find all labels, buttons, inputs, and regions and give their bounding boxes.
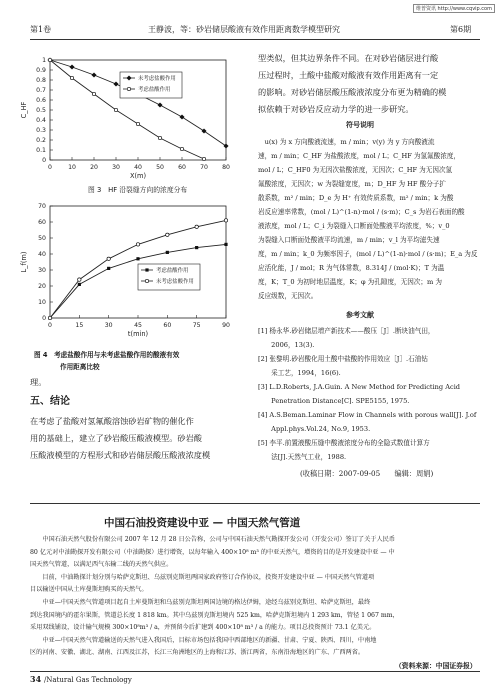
symbol-line: u(x) 为 x 方向酸液流速，m / min；v(y) 为 y 方向酸液流: [258, 138, 435, 146]
x-tick-label: 30: [104, 322, 113, 329]
symbol-line: 岩反应速率常数，(mol / L)^(1-n)·mol / (s·m)；C_s 为岩石表面的酸: [258, 208, 465, 216]
conclusion-line: 用的基础上，建立了砂岩酸压酸液模型。砂岩酸: [30, 433, 202, 443]
x-tick-label: 60: [163, 322, 172, 329]
para-line: 的影响。对砂岩储层酸压酸液浓度分布更为精确的模: [258, 87, 447, 97]
data-point: [69, 64, 74, 69]
footer-rule: [30, 671, 480, 672]
data-point: [224, 243, 227, 246]
data-point: [78, 278, 81, 281]
x-tick-label: 0: [48, 164, 52, 171]
symbol-line: mol / L；C_HF0 为无因次盐酸浓度，无因次；C_HF 为无因次氢: [258, 166, 453, 174]
received-date: (收稿日期：2007-09-05 编辑：周娟): [300, 469, 434, 478]
news-line: 采用双线铺设，设计输气规模 300×10⁸m³ / a，并预留今后扩建到 400×10⁸ m³ / a 的能力。项目总投资预计 73.1 亿美元。: [30, 624, 376, 632]
news-line: 目以输送中国从土库曼斯坦购买的天然气。: [30, 586, 148, 594]
para-line: 压过程时，土酸中盐酸对酸液有效作用距离有一定: [258, 70, 439, 80]
y-tick-label: 0.6: [36, 97, 46, 105]
data-point: [224, 219, 227, 222]
data-point: [223, 143, 228, 148]
data-point: [136, 257, 139, 260]
symbol-line: 反应级数，无因次。: [258, 292, 318, 300]
news-line: 目前，中油勘探计划分别与哈萨克斯坦、乌兹别克斯坦两国家政府签订合作协议，投资开发建设中亚 — 中国天然气管道项: [30, 573, 375, 581]
symbol-line: 为裂缝入口断面处酸液平均流速，m / min；v_l 为平均滤失速: [258, 236, 440, 244]
y-tick-label: 0.1: [36, 147, 46, 155]
legend-marker: [145, 268, 148, 271]
footer: [30, 674, 132, 684]
section-rule: [30, 503, 480, 504]
reference-line: [4] A.S.Beman.Laminar Flow in Channels with porous wall[J]. J.of: [258, 411, 477, 419]
reference-line: [3] L.D.Roberts, J.A.Guin. A New Method for Predicting Acid: [258, 383, 461, 391]
journal-name: /Natural Gas Technology: [43, 676, 132, 684]
fig4-caption-line1: 图 4 考虑盐酸作用与未考虑盐酸作用的酸液有效: [34, 351, 180, 359]
fig4-chart: [8, 198, 232, 344]
legend-marker: [127, 87, 130, 90]
y-tick-label: 10: [38, 299, 46, 307]
para-line: 拟依赖于对砂岩反应动力学的进一步研究。: [258, 104, 414, 114]
header-rule: [30, 39, 480, 40]
conclusion-line: 压酸液模型的方程形式和砂岩储层酸压酸液浓度模: [30, 450, 211, 460]
symbol-line: 速，m / min；C_HF 为盐酸浓度，mol / L；C_HF 为氢氟酸浓度，: [258, 152, 461, 160]
x-axis-label: t(min): [127, 330, 149, 338]
reference-line: 2006，13(3).: [258, 341, 315, 349]
plot-frame: [50, 206, 226, 318]
y-tick-label: 20: [38, 283, 46, 291]
legend-label: 考虑盐酸作用: [138, 87, 171, 93]
reference-line: [2] 张黎明.砂岩酸化用土酸中盐酸的作用效应［J］.石油钻: [258, 355, 428, 363]
data-point: [166, 233, 169, 236]
news-line: 中国石油天然气股份有限公司 2007 年 12 月 28 日公告称，公司与中国石油天然气勘探开发公司（开发公司）签订了关于人民币: [30, 536, 396, 543]
data-point: [136, 243, 139, 246]
x-tick-label: 30: [112, 164, 120, 171]
data-point: [157, 102, 162, 107]
data-point: [158, 136, 161, 139]
references-list: [258, 324, 486, 464]
data-point: [48, 58, 51, 61]
news-line: 中亚—中国天然气管道项目起自土库曼斯坦和乌兹别克斯坦两国边境的格达伊姆，途经乌兹别克斯坦、哈萨克斯坦，最终: [30, 598, 371, 606]
y-tick-label: 60: [38, 219, 46, 227]
data-point: [107, 267, 110, 270]
watermark: 维普资讯 http://www.cqvip.com: [413, 4, 495, 13]
data-point: [91, 72, 96, 77]
fig3-chart: [8, 48, 232, 184]
x-tick-label: 40: [134, 164, 142, 171]
y-tick-label: 0.8: [36, 77, 46, 85]
news-source: （资料来源：中国证券报）: [395, 662, 477, 670]
x-tick-label: 15: [75, 322, 84, 329]
data-point: [70, 76, 73, 79]
symbol-line: 氟酸浓度，无因次；w 为裂缝宽度，m；D_HF 为 HF 酸分子扩: [258, 180, 446, 188]
references-heading: 参考文献: [346, 311, 374, 319]
symbols-heading: 符号说明: [346, 121, 374, 129]
legend-marker: [145, 279, 148, 282]
y-tick-label: 1: [42, 57, 46, 65]
x-tick-label: 0: [48, 322, 52, 329]
data-point: [180, 147, 183, 150]
y-tick-label: 0: [42, 315, 46, 323]
news-line: 80 亿元对中油勘探开发有限公司（中油勘探）进行增资，以每年输入 400×10⁸ m³ 的中亚天然气，增资的目的是开发建设中亚 — 中: [30, 548, 395, 556]
news-line: 区的河南、安徽、湖北、湖南、江西及江苏，长江三角洲地区的上海和江苏、浙江两省，东南沿海地区的广东、广西两省。: [30, 649, 365, 657]
y-tick-label: 0: [42, 157, 46, 165]
data-point: [179, 114, 184, 119]
page-number: 34: [30, 674, 42, 684]
x-tick-label: 75: [192, 322, 201, 329]
reference-line: Penetration Distance[C]. SPE5155, 1975.: [258, 397, 410, 405]
symbol-line: 度，K；T_0 为初时地层温度，K；φ 为孔隙度，无因次；m 为: [258, 278, 442, 286]
x-tick-label: 80: [222, 164, 230, 171]
y-tick-label: 50: [38, 235, 46, 243]
right-paragraph: [258, 50, 483, 118]
symbol-line: 散系数，m² / min；D_e 为 H⁺ 有效传质系数，m² / min；k 为酸: [258, 194, 454, 202]
conclusion-line: 在考虑了盐酸对氢氟酸溶蚀砂岩矿物的催化作: [30, 416, 194, 426]
data-point: [48, 316, 51, 319]
reference-line: [1] 杨永华.砂岩储层增产新技术——酸压［J］.断块油气田，: [258, 327, 435, 335]
data-point: [195, 246, 198, 249]
reference-line: [5] 李平.前置液酸压缝中酸液浓度分布的全隐式数值计算方: [258, 439, 430, 447]
y-tick-label: 0.9: [36, 67, 46, 75]
symbol-line: 度，m / min；k_0 为频率因子，(mol / L)^(1-n)·mol / (s·m)；E_a 为反: [258, 250, 478, 258]
legend-label: 未考虑盐酸作用: [138, 76, 176, 82]
reference-line: Appl.phys.Vol.24, No.9, 1953.: [258, 425, 371, 433]
x-tick-label: 60: [178, 164, 186, 171]
news-line: 中亚—中国天然气管道输送的天然气进入我国后，目标市场包括我国中西部地区的新疆、甘肃、宁夏、陕西、四川，中南地: [30, 636, 377, 644]
reference-line: 采工艺，1994，16(6).: [258, 369, 341, 377]
y-tick-label: 0.4: [36, 117, 46, 125]
data-point: [113, 81, 118, 86]
data-point: [136, 122, 139, 125]
x-tick-label: 70: [200, 164, 208, 171]
para-line: 型类似，但其边界条件不同。在对砂岩储层进行酸: [258, 53, 439, 63]
symbols-list: [258, 135, 486, 303]
volume-label: 第1卷: [30, 25, 52, 34]
running-title: 王静波，等：砂岩储层酸液有效作用距离数学模型研究: [148, 25, 340, 34]
symbol-line: 应活化能，J / mol；R 为气体常数，8.314J / (mol·K)；T 为温: [258, 264, 445, 272]
news-title: 中国石油投资建设中亚 — 中国天然气管道: [104, 517, 301, 529]
symbol-line: 液浓度，mol / L；C_i 为裂缝入口断面处酸液平均浓度，%；v_0: [258, 222, 450, 230]
news-body: [30, 534, 482, 660]
issue-label: 第6期: [450, 25, 472, 34]
x-tick-label: 20: [90, 164, 98, 171]
conclusion-paragraph: [30, 413, 245, 464]
y-tick-label: 70: [38, 203, 46, 211]
left-text-li: 理。: [30, 377, 47, 387]
data-point: [114, 108, 117, 111]
x-tick-label: 45: [134, 322, 142, 329]
data-point: [78, 283, 81, 286]
x-tick-label: 50: [156, 164, 164, 171]
y-tick-label: 0.3: [36, 127, 46, 135]
y-tick-label: 0.2: [36, 137, 46, 145]
x-axis-label: X(m): [129, 172, 147, 180]
y-tick-label: 0.7: [36, 87, 46, 95]
data-point: [92, 92, 95, 95]
section-heading-conclusion: 五、结论: [30, 396, 70, 407]
legend-label: 考虑盐酸作用: [156, 268, 189, 274]
x-tick-label: 10: [68, 164, 76, 171]
news-line: 到达我国境内的霍尔果斯，管道总长度 1 818 km。其中乌兹别克斯坦境内 525 km，哈萨克斯坦境内 1 293 km，管径 1 067 mm，: [30, 611, 399, 619]
y-axis-label: L_f(m): [20, 251, 28, 273]
data-point: [202, 157, 205, 160]
data-point: [107, 257, 110, 260]
y-tick-label: 0.5: [36, 107, 46, 115]
y-tick-label: 40: [38, 251, 46, 259]
data-point: [195, 225, 198, 228]
y-axis-label: C_HF: [20, 101, 28, 119]
news-line: 国天然气管道，以满足西气东输二线的天然气供应。: [30, 561, 173, 569]
legend-label: 未考虑盐酸作用: [156, 279, 194, 285]
x-tick-label: 90: [222, 322, 230, 329]
fig3-caption: 图 3 HF 沿裂缝方向的浓度分布: [88, 186, 188, 194]
data-point: [201, 128, 206, 133]
reference-line: 法[J].天然气工业，1988.: [258, 453, 347, 461]
fig4-caption-line2: 作用距离比较: [60, 363, 100, 371]
y-tick-label: 30: [38, 267, 46, 275]
data-point: [166, 251, 169, 254]
